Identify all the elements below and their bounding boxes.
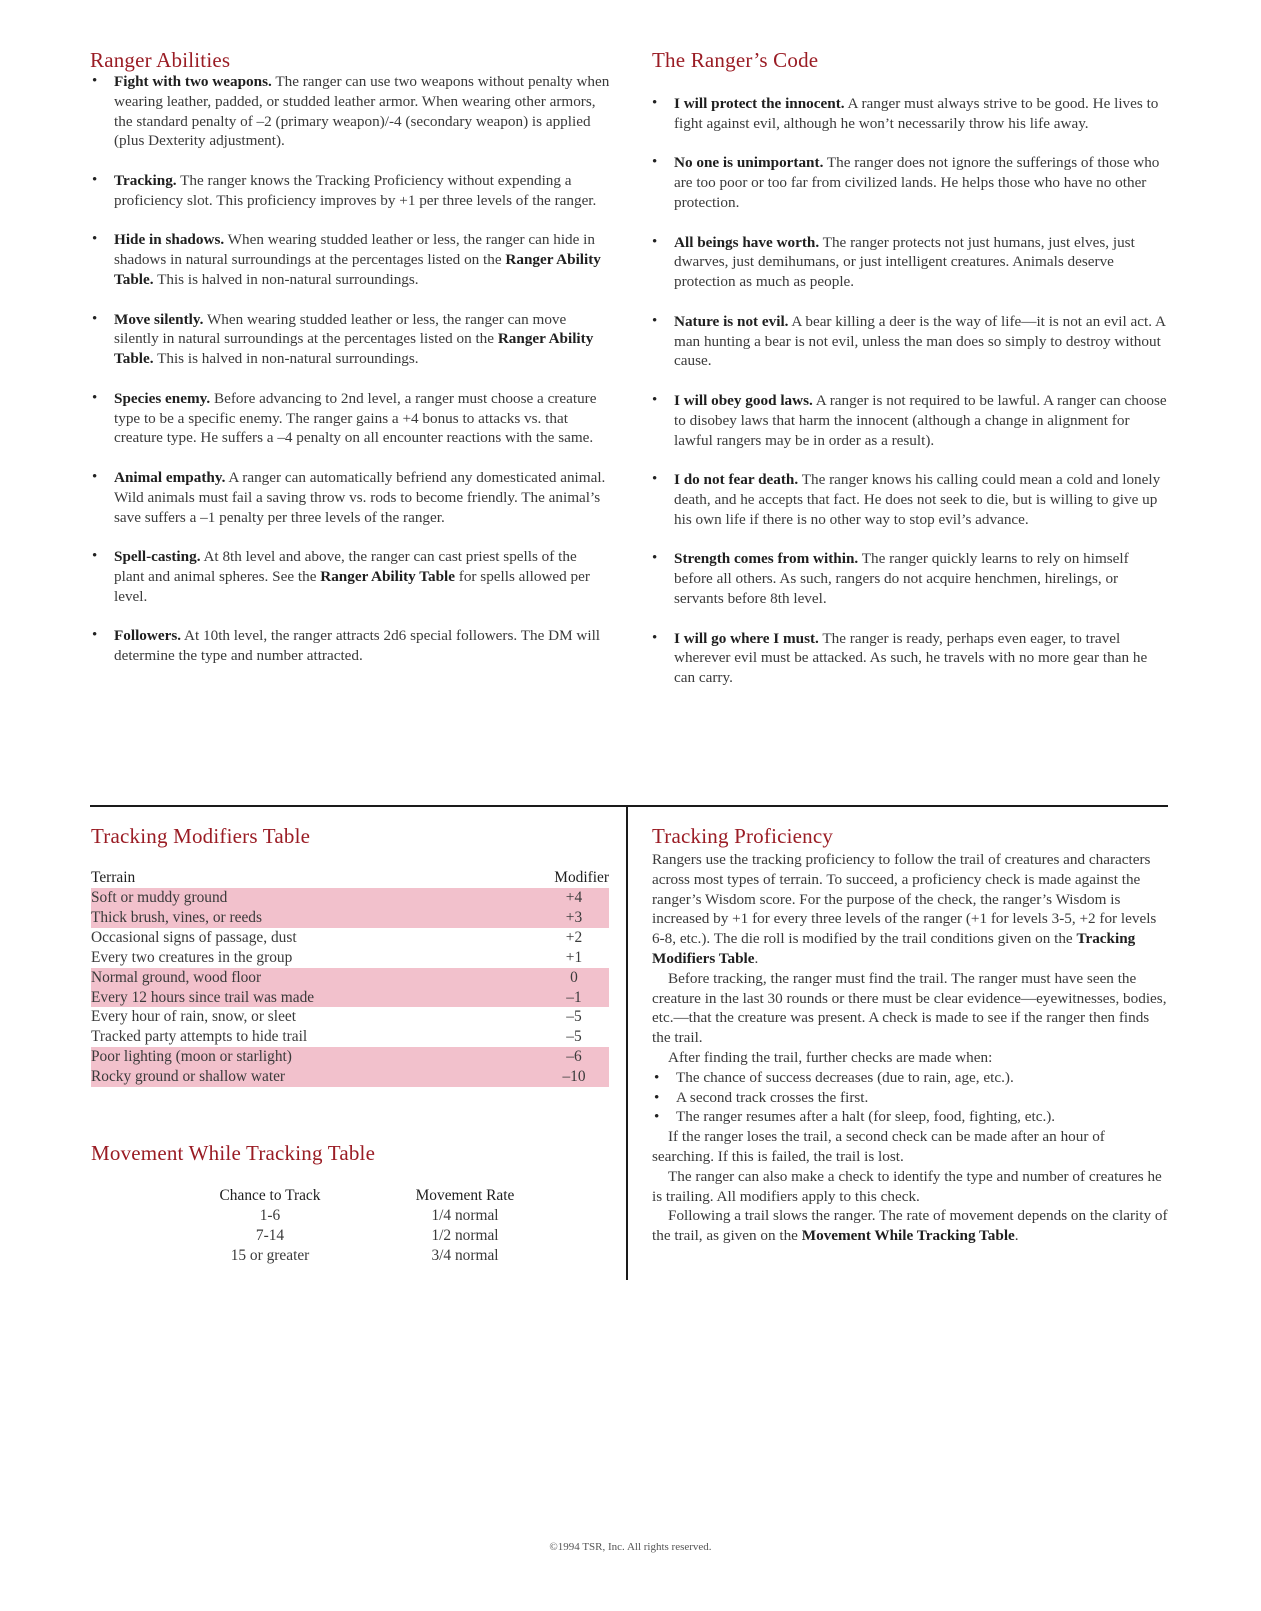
terrain-cell: Occasional signs of passage, dust — [91, 928, 297, 946]
item-text: Before advancing to 2nd level, a ranger must choose a creature type to be a specific enemy. The ranger gains a +4 bonus to attacks vs. that creature type. He suffers a –4 penalty on all encounter reactions with the same. — [114, 389, 597, 447]
chance-header: Chance to Track — [219, 1187, 321, 1204]
table-row — [91, 1007, 609, 1027]
modifier-cell: +2 — [565, 928, 583, 946]
rate-cell: 1/4 normal — [431, 1207, 499, 1224]
item-title: No one is unimportant. — [674, 154, 824, 172]
item-title: Move silently. — [114, 310, 204, 328]
item-text: The ranger does not ignore the sufferings of those who are too poor or too far from civilized lands. He helps those who have no other protection. — [674, 154, 1160, 211]
list-item — [650, 312, 1170, 371]
paragraph: The ranger can also make a check to identify the type and number of creatures he is trailing. All modifiers apply to this check. — [652, 1167, 1162, 1205]
item-title: Fight with two weapons. — [114, 73, 272, 90]
rate-cell: 3/4 normal — [431, 1246, 499, 1264]
terrain-cell: Every hour of rain, snow, or sleet — [91, 1008, 297, 1026]
table-row — [91, 1047, 609, 1067]
modifier-cell: +1 — [565, 948, 583, 966]
modifier-cell: –5 — [566, 1028, 582, 1046]
item-reference: Ranger Ability Table — [320, 567, 455, 585]
modifier-header: Modifier — [554, 869, 609, 886]
chance-cell: 1-6 — [259, 1207, 281, 1224]
modifier-cell: 0 — [499, 968, 609, 988]
table-row — [91, 1067, 609, 1087]
item-title: Followers. — [114, 627, 182, 645]
modifier-cell: –5 — [566, 1008, 582, 1026]
table-row — [91, 988, 609, 1008]
movement-table-title: Movement While Tracking Table — [91, 1141, 376, 1165]
list-item — [90, 230, 610, 289]
table-row — [170, 1226, 560, 1246]
terrain-cell: Rocky ground or shallow water — [91, 1067, 499, 1087]
list-item — [90, 547, 610, 606]
list-item — [650, 153, 1170, 212]
item-title: All beings have worth. — [674, 233, 820, 251]
item-text: A ranger is not required to be lawful. A ranger can choose to disobey laws that harm the innocent (although a change in alignment for lawful rangers may be in order as a result). — [674, 391, 1167, 449]
modifier-cell: +3 — [499, 908, 609, 928]
item-text: The ranger protects not just humans, just elves, just dwarves, just demihumans, or just intelligent creatures. Animals deserve protection as much as people. — [674, 233, 1135, 291]
table-row — [91, 1027, 609, 1047]
table-row — [91, 928, 609, 948]
paragraph: If the ranger loses the trail, a second check can be made after an hour of searching. If this is failed, the trail is lost. — [652, 1128, 1105, 1165]
item-text: When wearing studded leather or less, the ranger can move silently in natural surroundings at the percentages listed on the — [114, 310, 567, 348]
item-title: Nature is not evil. — [674, 312, 789, 330]
list-item — [650, 549, 1170, 608]
item-text: A bear killing a deer is the way of life—it is not an evil act. A man hunting a bear is not evil, unless the man does so simply to destroy without cause. — [674, 312, 1166, 370]
rate-cell: 1/2 normal — [431, 1226, 499, 1244]
table-row — [91, 908, 609, 928]
terrain-cell: Thick brush, vines, or reeds — [91, 908, 499, 928]
list-item — [90, 171, 610, 211]
item-title: I will obey good laws. — [674, 391, 813, 409]
list-item — [90, 389, 610, 448]
paragraph: After finding the trail, further checks are made when: — [668, 1048, 993, 1066]
item-text: At 10th level, the ranger attracts 2d6 special followers. The DM will determine the type and number attracted. — [114, 627, 601, 665]
abilities-title: Ranger Abilities — [90, 48, 231, 72]
copyright-footer: ©1994 TSR, Inc. All rights reserved. — [549, 1541, 712, 1553]
list-item — [90, 310, 610, 369]
item-text: This is halved in non-natural surroundings. — [153, 270, 419, 288]
paragraph: Rangers use the tracking proficiency to follow the trail of creatures and characters across most types of terrain. To succeed, a proficiency check is made against the ranger’s Wisdom score. For the purpose of the check, the ranger’s Wisdom is increased by +1 for every three levels of the ranger (+1 for levels 3-5, +2 for levels 6-8, etc.). The die roll is modified by the trail conditions given on the Tracking Modifiers Table. — [652, 851, 1157, 967]
code-list — [650, 94, 1170, 708]
list-item — [650, 629, 1170, 688]
item-text: The ranger knows the Tracking Proficiency without expending a proficiency slot. This proficiency improves by +1 per three levels of the ranger. — [114, 171, 597, 209]
table-row — [91, 968, 609, 988]
item-text: The ranger can use two weapons without penalty when wearing leather, padded, or studded leather armor. When wearing other armors, the standard penalty of –2 (primary weapon)/-4 (secondary weapon) is applied (plus Dexterity adjustment). — [114, 73, 610, 150]
list-item: • A second track crosses the first. — [652, 1088, 1168, 1108]
item-title: I will go where I must. — [674, 629, 819, 647]
paragraph: Before tracking, the ranger must find the trail. The ranger must have seen the creature in the last 30 rounds or there must be clear evidence—eyewitnesses, bodies, etc.—that the creature was present. A check is made to see if the ranger then finds the trail. — [652, 969, 1167, 1047]
item-text: The ranger is ready, perhaps even eager, to travel wherever evil must be attacked. As such, he travels with no more gear than he can carry. — [674, 629, 1148, 687]
terrain-cell: Normal ground, wood floor — [91, 968, 499, 988]
terrain-cell: Soft or muddy ground — [91, 888, 499, 908]
conditions-list — [652, 1068, 1168, 1127]
list-item — [650, 94, 1170, 134]
item-title: Tracking. — [114, 171, 177, 189]
paragraph: Following a trail slows the ranger. The rate of movement depends on the clarity of the trail, as given on the Movement While Tracking Table. — [652, 1207, 1168, 1245]
item-title: Species enemy. — [114, 389, 211, 407]
list-item — [650, 391, 1170, 450]
item-text: A ranger can automatically befriend any domesticated animal. Wild animals must fail a saving throw vs. rods to become friendly. The animal’s save suffers a –1 penalty per three levels of the ranger. — [114, 468, 606, 526]
item-reference: Ranger Ability Table. — [114, 330, 594, 368]
item-title: Hide in shadows. — [114, 231, 225, 249]
item-title: Animal empathy. — [114, 468, 226, 486]
abilities-list — [90, 72, 610, 686]
list-item — [90, 626, 610, 666]
horizontal-divider — [90, 805, 1168, 807]
proficiency-title: Tracking Proficiency — [652, 824, 834, 848]
chance-cell: 7-14 — [255, 1226, 285, 1244]
modifier-cell: –1 — [499, 988, 609, 1008]
table-row — [91, 948, 609, 968]
item-text: The ranger quickly learns to rely on himself before all others. As such, rangers do not acquire henchmen, hirelings, or servants before 8th level. — [674, 550, 1129, 607]
item-text: The ranger knows his calling could mean a cold and lonely death, and he accepts that fact. He does not seek to die, but is willing to give up his own life if there is no other way to stop evil’s advance. — [674, 471, 1161, 528]
list-item — [90, 72, 610, 151]
item-title: I will protect the innocent. — [674, 95, 845, 112]
item-text: When wearing studded leather or less, the ranger can hide in shadows in natural surroundings at the percentages listed on the — [114, 231, 595, 269]
vertical-divider — [626, 805, 628, 1280]
terrain-cell: Tracked party attempts to hide trail — [91, 1028, 308, 1046]
list-item — [650, 470, 1170, 529]
movement-while-tracking-table — [170, 1186, 560, 1266]
item-title: Spell-casting. — [114, 548, 201, 566]
item-text: for spells allowed per level. — [114, 567, 590, 605]
rate-header: Movement Rate — [415, 1187, 515, 1204]
tracking-table-title: Tracking Modifiers Table — [91, 824, 311, 848]
table-header-row — [170, 1186, 560, 1206]
modifier-cell: –10 — [499, 1067, 609, 1087]
item-reference: Ranger Ability Table. — [114, 251, 601, 288]
list-item: • The ranger resumes after a halt (for sleep, food, fighting, etc.). — [652, 1107, 1168, 1127]
terrain-cell: Poor lighting (moon or starlight) — [91, 1047, 499, 1067]
terrain-cell: Every 12 hours since trail was made — [91, 988, 499, 1008]
table-row — [91, 888, 609, 908]
modifier-cell: –6 — [499, 1047, 609, 1067]
table-row — [170, 1206, 560, 1226]
table-row — [170, 1246, 560, 1266]
table-header-row — [91, 868, 609, 888]
item-text: At 8th level and above, the ranger can cast priest spells of the plant and animal spheres. See the — [114, 548, 577, 585]
terrain-cell: Every two creatures in the group — [91, 948, 293, 966]
proficiency-text — [652, 850, 1168, 1246]
item-title: I do not fear death. — [674, 471, 799, 489]
list-item — [650, 233, 1170, 292]
code-title: The Ranger’s Code — [652, 48, 819, 72]
item-title: Strength comes from within. — [674, 550, 859, 568]
item-text: A ranger must always strive to be good. He lives to fight against evil, although he won’t necessarily throw his life away. — [674, 95, 1159, 132]
modifier-cell: +4 — [499, 888, 609, 908]
list-item: • The chance of success decreases (due to rain, age, etc.). — [652, 1068, 1168, 1088]
tracking-modifiers-table — [91, 868, 609, 1087]
item-text: This is halved in non-natural surroundings. — [153, 350, 419, 368]
terrain-header: Terrain — [91, 869, 136, 886]
list-item — [90, 468, 610, 527]
chance-cell: 15 or greater — [230, 1246, 310, 1264]
